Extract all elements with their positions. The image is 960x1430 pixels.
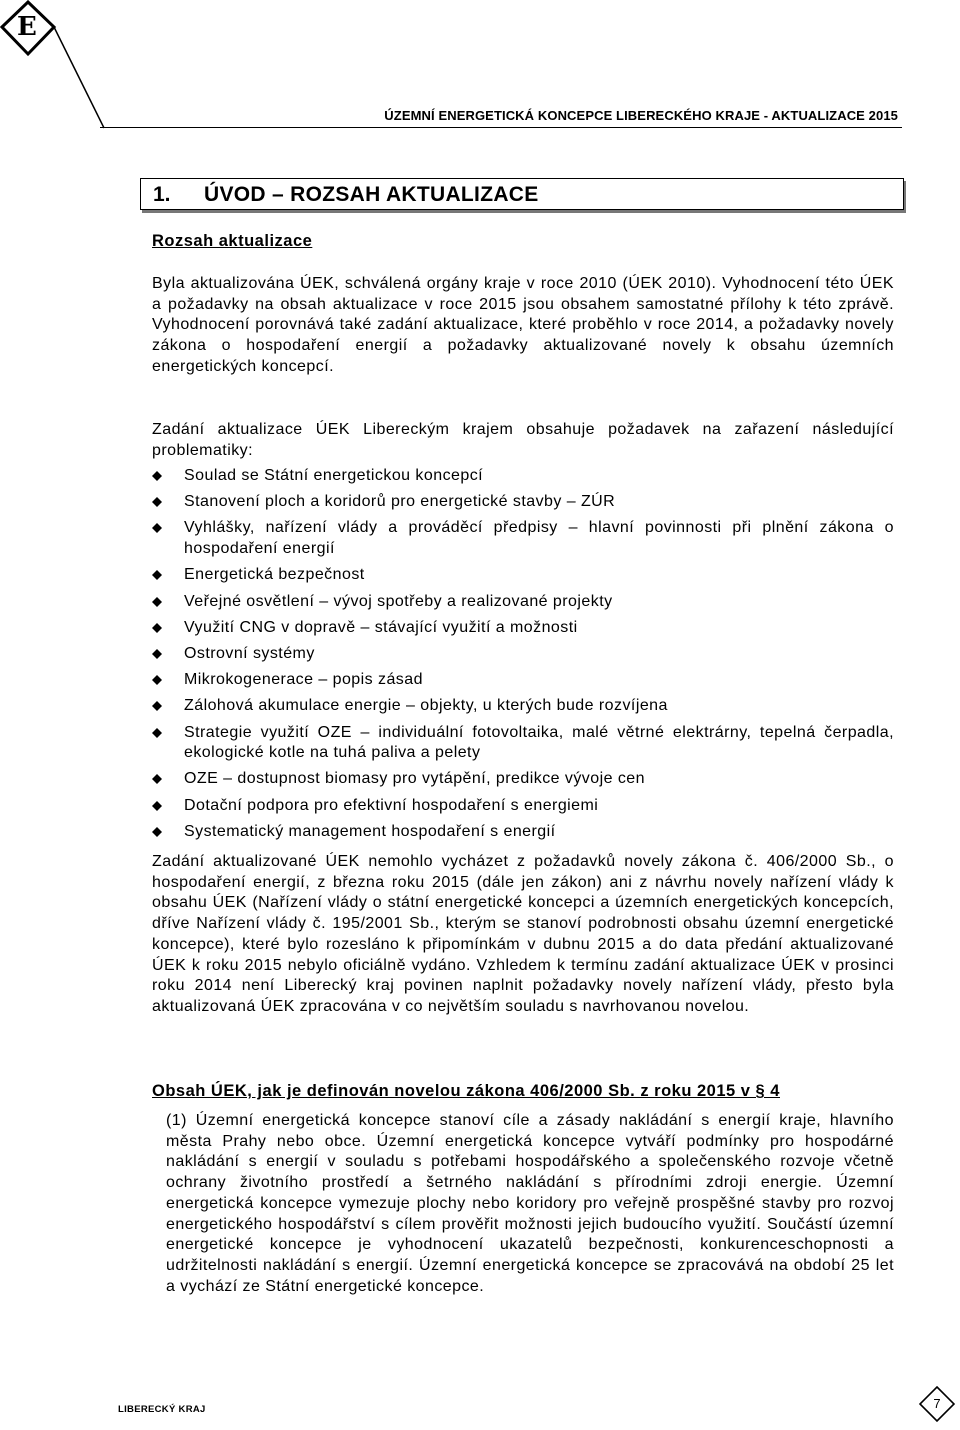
list-item: Strategie využití OZE – individuální fotovoltaika, malé větrné elektrárny, tepelná čerpadla, ekologické kotle na tuhá paliva a pelety: [152, 723, 894, 764]
chapter-title: ÚVOD – ROZSAH AKTUALIZACE: [204, 183, 539, 206]
list-item: Soulad se Státní energetickou koncepcí: [152, 466, 894, 487]
list-item: Dotační podpora pro efektivní hospodaření s energiemi: [152, 796, 894, 817]
diamond-bullet-icon: [152, 675, 162, 685]
list-item: Veřejné osvětlení – vývoj spotřeby a realizované projekty: [152, 592, 894, 613]
section-title-obsah-uek: Obsah ÚEK, jak je definován novelou zákona 406/2000 Sb. z roku 2015 v § 4: [152, 1082, 780, 1100]
diamond-bullet-icon: [152, 649, 162, 659]
diamond-bullet-icon: [152, 701, 162, 711]
logo-letter: E: [17, 12, 37, 42]
diamond-bullet-icon: [152, 570, 162, 580]
list-item: Vyhlášky, nařízení vlády a prováděcí předpisy – hlavní povinnosti při plnění zákona o hospodaření energií: [152, 518, 894, 559]
diamond-bullet-icon: [152, 623, 162, 633]
header-diagonal-line: [0, 0, 110, 132]
diamond-bullet-icon: [152, 497, 162, 507]
list-item: Využití CNG v dopravě – stávající využití a možnosti: [152, 618, 894, 639]
diamond-bullet-icon: [152, 728, 162, 738]
list-item: Stanovení ploch a koridorů pro energetické stavby – ZÚR: [152, 492, 894, 513]
diamond-bullet-icon: [152, 801, 162, 811]
paragraph-zadani: Zadání aktualizace ÚEK Libereckým krajem obsahuje požadavek na zařazení následující problematiky:: [152, 421, 894, 459]
paragraph-novela: Zadání aktualizované ÚEK nemohlo vycházet z požadavků novely zákona č. 406/2000 Sb., o hospodaření energií, z března roku 2015 (dále jen zákon) ani z návrhu novely nařízení vlády k obsahu ÚEK (Nařízení vlády o státní energetické koncepci a územních energetických koncepcích, dříve Nařízení vlády č. 195/2001 Sb., kterým se stanoví podrobnosti obsahu územní energetické koncepce), které bylo rozesláno k připomínkám v dubnu 2015 a do data předání aktualizované ÚEK k roku 2015 nebylo oficiálně vydáno. Vzhledem k termínu zadání aktualizace ÚEK v prosinci roku 2014 není Liberecký kraj povinen naplnit požadavky novely nařízení vlády, přesto byla aktualizovaná ÚEK zpracována v co největším souladu s navrhovanou novelou.: [152, 853, 894, 1015]
paragraph-paragraph-4: (1) Územní energetická koncepce stanoví cíle a zásady nakládání s energií kraje, hlavního města Prahy nebo obce. Územní energetická koncepce vytváří podmínky pro hospodárné nakládání s energií v souladu s potřebami hospodářského a společenského rozvoje včetně ochrany životního prostředí a šetrného nakládání s přírodními zdroji energie. Územní energetická koncepce vymezuje plochy nebo koridory pro veřejně prospěšné stavby pro rozvoj energetického hospodářství s cílem prověřit možnosti jejich budoucího využití. Součástí územní energetické koncepce je vyhodnocení ukazatelů bezpečnosti, konkurenceschopnosti a udržitelnosti nakládání s energií. Územní energetická koncepce se zpracovává na období 25 let a vychází ze Státní energetické koncepce.: [166, 1112, 894, 1295]
paragraph-intro: Byla aktualizována ÚEK, schválená orgány kraje v roce 2010 (ÚEK 2010). Vyhodnocení této ÚEK a požadavky na obsah aktualizace v roce 2015 jsou obsahem samostatné přílohy k této zprávě. Vyhodnocení porovnává také zadání aktualizace, které proběhlo v roce 2014, a požadavky novely zákona o hospodaření energií a požadavky aktualizované novely k obsahu územních energetických koncepcí.: [152, 275, 894, 375]
list-item: Systematický management hospodaření s energií: [152, 822, 894, 843]
list-item: Ostrovní systémy: [152, 644, 894, 665]
chapter-heading-box: [140, 178, 904, 210]
header-rule: [100, 127, 902, 128]
diamond-bullet-icon: [152, 523, 162, 533]
diamond-bullet-icon: [152, 597, 162, 607]
diamond-bullet-icon: [152, 827, 162, 837]
list-item: Zálohová akumulace energie – objekty, u kterých bude rozvíjena: [152, 696, 894, 717]
diamond-bullet-icon: [152, 471, 162, 481]
diamond-bullet-icon: [152, 774, 162, 784]
list-item: Energetická bezpečnost: [152, 565, 894, 586]
footer-label: LIBERECKÝ KRAJ: [118, 1404, 206, 1415]
section-title-rozsah: Rozsah aktualizace: [152, 232, 313, 250]
chapter-number: 1.: [153, 183, 171, 206]
header-title: ÚZEMNÍ ENERGETICKÁ KONCEPCE LIBERECKÉHO KRAJE - AKTUALIZACE 2015: [384, 108, 898, 123]
list-item: Mikrokogenerace – popis zásad: [152, 670, 894, 691]
requirements-list: [152, 466, 894, 848]
page-number: 7: [933, 1396, 941, 1411]
list-item: OZE – dostupnost biomasy pro vytápění, predikce vývoje cen: [152, 769, 894, 790]
